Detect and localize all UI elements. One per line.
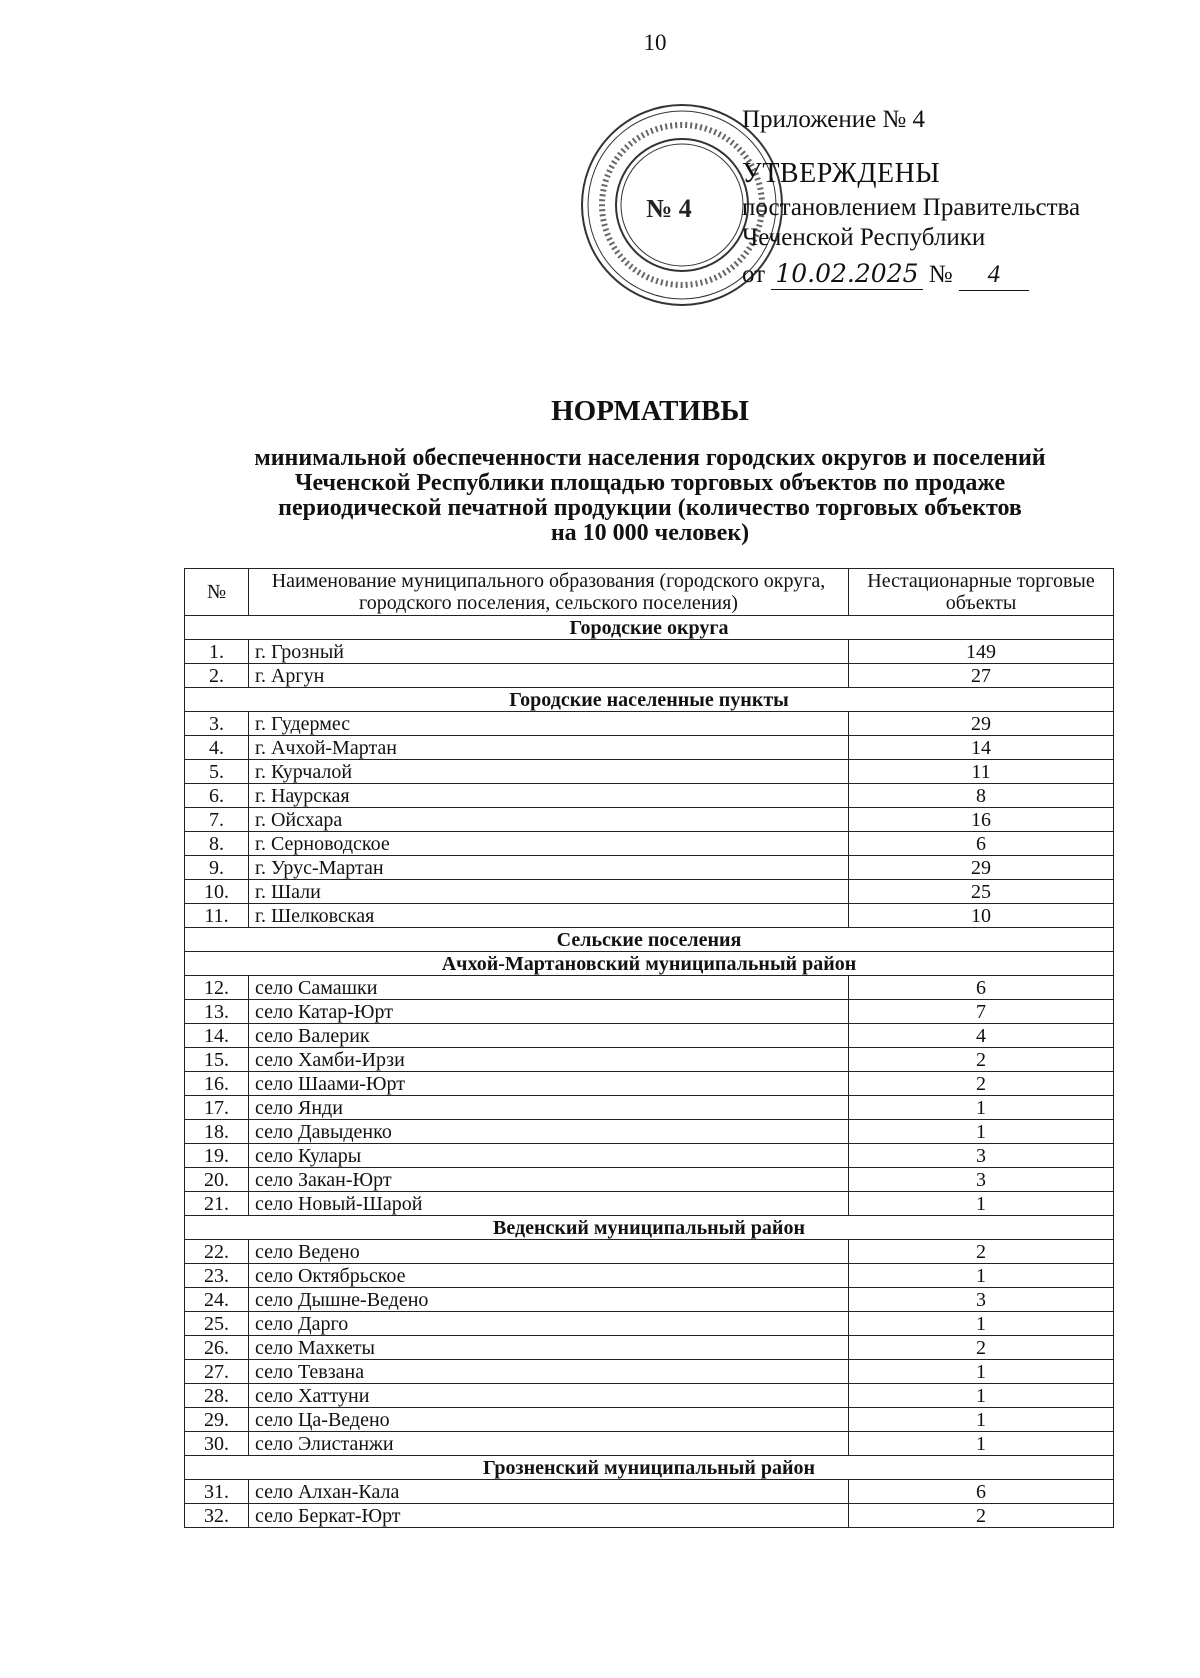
municipality-name: село Беркат-Юрт	[249, 1504, 849, 1528]
row-number: 11.	[185, 904, 249, 928]
subtitle-line: минимальной обеспеченности населения городских округов и поселений	[254, 445, 1046, 471]
section-row	[185, 688, 1114, 712]
row-number: 3.	[185, 712, 249, 736]
table-row	[185, 664, 1114, 688]
appendix-label: Приложение № 4	[742, 106, 926, 133]
municipality-name: г. Шелковская	[249, 904, 849, 928]
objects-count: 2	[849, 1336, 1114, 1360]
table-row	[185, 976, 1114, 1000]
approved-label: УТВЕРЖДЕНЫ	[742, 158, 941, 189]
table-row	[185, 1288, 1114, 1312]
approved-by-line1: постановлением Правительства	[742, 194, 1081, 221]
row-number: 5.	[185, 760, 249, 784]
municipality-name: г. Курчалой	[249, 760, 849, 784]
table-row	[185, 1480, 1114, 1504]
row-number: 32.	[185, 1504, 249, 1528]
table-row	[185, 1024, 1114, 1048]
handwritten-number: 4	[959, 260, 1029, 291]
municipality-name: село Алхан-Кала	[249, 1480, 849, 1504]
objects-count: 10	[849, 904, 1114, 928]
row-number: 13.	[185, 1000, 249, 1024]
normatives-table	[184, 568, 1114, 1528]
table-row	[185, 904, 1114, 928]
objects-count: 1	[849, 1120, 1114, 1144]
table-row	[185, 1360, 1114, 1384]
subtitle-line: Чеченской Республики площадью торговых объектов по продаже	[294, 470, 1006, 496]
row-number: 28.	[185, 1384, 249, 1408]
subtitle-line: периодической печатной продукции (количество торговых объектов	[278, 495, 1022, 521]
section-heading: Городские округа	[185, 616, 1114, 640]
municipality-name: г. Наурская	[249, 784, 849, 808]
document-title: НОРМАТИВЫ	[551, 395, 749, 427]
municipality-name: г. Гудермес	[249, 712, 849, 736]
municipality-name: село Хамби-Ирзи	[249, 1048, 849, 1072]
row-number: 21.	[185, 1192, 249, 1216]
municipality-name: г. Аргун	[249, 664, 849, 688]
municipality-name: село Элистанжи	[249, 1432, 849, 1456]
objects-count: 29	[849, 712, 1114, 736]
row-number: 14.	[185, 1024, 249, 1048]
objects-count: 6	[849, 832, 1114, 856]
municipality-name: г. Шали	[249, 880, 849, 904]
objects-count: 8	[849, 784, 1114, 808]
table-header-row	[185, 569, 1114, 616]
municipality-name: г. Грозный	[249, 640, 849, 664]
table-row	[185, 1264, 1114, 1288]
row-number: 19.	[185, 1144, 249, 1168]
objects-count: 2	[849, 1240, 1114, 1264]
section-row	[185, 1456, 1114, 1480]
objects-count: 1	[849, 1408, 1114, 1432]
table-row	[185, 1072, 1114, 1096]
municipality-name: г. Ачхой-Мартан	[249, 736, 849, 760]
municipality-name: село Самашки	[249, 976, 849, 1000]
row-number: 29.	[185, 1408, 249, 1432]
approval-block	[742, 105, 1080, 291]
objects-count: 3	[849, 1168, 1114, 1192]
municipality-name: село Дышне-Ведено	[249, 1288, 849, 1312]
row-number: 1.	[185, 640, 249, 664]
section-heading: Сельские поселения	[185, 928, 1114, 952]
objects-count: 149	[849, 640, 1114, 664]
header-number: №	[185, 569, 249, 616]
table-row	[185, 1504, 1114, 1528]
table-row	[185, 1144, 1114, 1168]
municipality-name: село Хаттуни	[249, 1384, 849, 1408]
table-row	[185, 784, 1114, 808]
number-prefix: №	[928, 261, 953, 288]
row-number: 22.	[185, 1240, 249, 1264]
objects-count: 6	[849, 976, 1114, 1000]
row-number: 31.	[185, 1480, 249, 1504]
header-objects: Нестационарные торговые объекты	[849, 569, 1114, 616]
objects-count: 2	[849, 1504, 1114, 1528]
objects-count: 1	[849, 1264, 1114, 1288]
objects-count: 11	[849, 760, 1114, 784]
objects-count: 2	[849, 1072, 1114, 1096]
objects-count: 25	[849, 880, 1114, 904]
table-row	[185, 1408, 1114, 1432]
table-row	[185, 1312, 1114, 1336]
municipality-name: село Шаами-Юрт	[249, 1072, 849, 1096]
row-number: 8.	[185, 832, 249, 856]
objects-count: 6	[849, 1480, 1114, 1504]
municipality-name: село Ведено	[249, 1240, 849, 1264]
municipality-name: г. Урус-Мартан	[249, 856, 849, 880]
municipality-name: село Янди	[249, 1096, 849, 1120]
section-heading: Грозненский муниципальный район	[185, 1456, 1114, 1480]
row-number: 24.	[185, 1288, 249, 1312]
municipality-name: г. Серноводское	[249, 832, 849, 856]
table-row	[185, 1096, 1114, 1120]
objects-count: 1	[849, 1312, 1114, 1336]
table-row	[185, 856, 1114, 880]
table-body	[185, 616, 1114, 1528]
table-row	[185, 1336, 1114, 1360]
row-number: 4.	[185, 736, 249, 760]
row-number: 10.	[185, 880, 249, 904]
handwritten-date: 10.02.2025	[771, 259, 922, 290]
seal-number: № 4	[646, 194, 692, 223]
municipality-name: г. Ойсхара	[249, 808, 849, 832]
row-number: 17.	[185, 1096, 249, 1120]
municipality-name: село Ца-Ведено	[249, 1408, 849, 1432]
table-row	[185, 640, 1114, 664]
objects-count: 1	[849, 1192, 1114, 1216]
objects-count: 29	[849, 856, 1114, 880]
section-heading: Ачхой-Мартановский муниципальный район	[185, 952, 1114, 976]
table-row	[185, 1000, 1114, 1024]
table-row	[185, 712, 1114, 736]
row-number: 16.	[185, 1072, 249, 1096]
table-row	[185, 1432, 1114, 1456]
table-row	[185, 736, 1114, 760]
municipality-name: село Кулары	[249, 1144, 849, 1168]
subtitle-line: на 10 000 человек)	[550, 520, 750, 546]
municipality-name: село Тевзана	[249, 1360, 849, 1384]
row-number: 25.	[185, 1312, 249, 1336]
approved-by-line2: Чеченской Республики	[742, 224, 986, 251]
table-row	[185, 1168, 1114, 1192]
table-row	[185, 760, 1114, 784]
municipality-name: село Давыденко	[249, 1120, 849, 1144]
table-row	[185, 1192, 1114, 1216]
objects-count: 1	[849, 1384, 1114, 1408]
row-number: 26.	[185, 1336, 249, 1360]
page-number: 10	[643, 30, 667, 55]
row-number: 30.	[185, 1432, 249, 1456]
table-row	[185, 1240, 1114, 1264]
row-number: 23.	[185, 1264, 249, 1288]
row-number: 2.	[185, 664, 249, 688]
objects-count: 3	[849, 1288, 1114, 1312]
row-number: 20.	[185, 1168, 249, 1192]
table-row	[185, 808, 1114, 832]
section-heading: Веденский муниципальный район	[185, 1216, 1114, 1240]
table-row	[185, 1384, 1114, 1408]
table-row	[185, 1048, 1114, 1072]
table-row	[185, 832, 1114, 856]
row-number: 18.	[185, 1120, 249, 1144]
municipality-name: село Махкеты	[249, 1336, 849, 1360]
header-municipality: Наименование муниципального образования (городского округа, городского поселения, сельского поселения)	[249, 569, 849, 616]
row-number: 9.	[185, 856, 249, 880]
row-number: 27.	[185, 1360, 249, 1384]
document-subtitle	[185, 446, 1115, 546]
objects-count: 1	[849, 1432, 1114, 1456]
row-number: 15.	[185, 1048, 249, 1072]
municipality-name: село Валерик	[249, 1024, 849, 1048]
table-row	[185, 880, 1114, 904]
section-row	[185, 616, 1114, 640]
objects-count: 1	[849, 1096, 1114, 1120]
date-prefix: от	[742, 261, 766, 288]
objects-count: 27	[849, 664, 1114, 688]
table-row	[185, 1120, 1114, 1144]
document-title-block	[185, 395, 1115, 546]
municipality-name: село Дарго	[249, 1312, 849, 1336]
row-number: 12.	[185, 976, 249, 1000]
section-row	[185, 928, 1114, 952]
municipality-name: село Новый-Шарой	[249, 1192, 849, 1216]
row-number: 6.	[185, 784, 249, 808]
municipality-name: село Октябрьское	[249, 1264, 849, 1288]
municipality-name: село Катар-Юрт	[249, 1000, 849, 1024]
section-heading: Городские населенные пункты	[185, 688, 1114, 712]
objects-count: 2	[849, 1048, 1114, 1072]
objects-count: 3	[849, 1144, 1114, 1168]
objects-count: 1	[849, 1360, 1114, 1384]
municipality-name: село Закан-Юрт	[249, 1168, 849, 1192]
objects-count: 14	[849, 736, 1114, 760]
date-number-line	[742, 259, 1080, 291]
objects-count: 16	[849, 808, 1114, 832]
section-row	[185, 952, 1114, 976]
objects-count: 7	[849, 1000, 1114, 1024]
objects-count: 4	[849, 1024, 1114, 1048]
section-row	[185, 1216, 1114, 1240]
row-number: 7.	[185, 808, 249, 832]
